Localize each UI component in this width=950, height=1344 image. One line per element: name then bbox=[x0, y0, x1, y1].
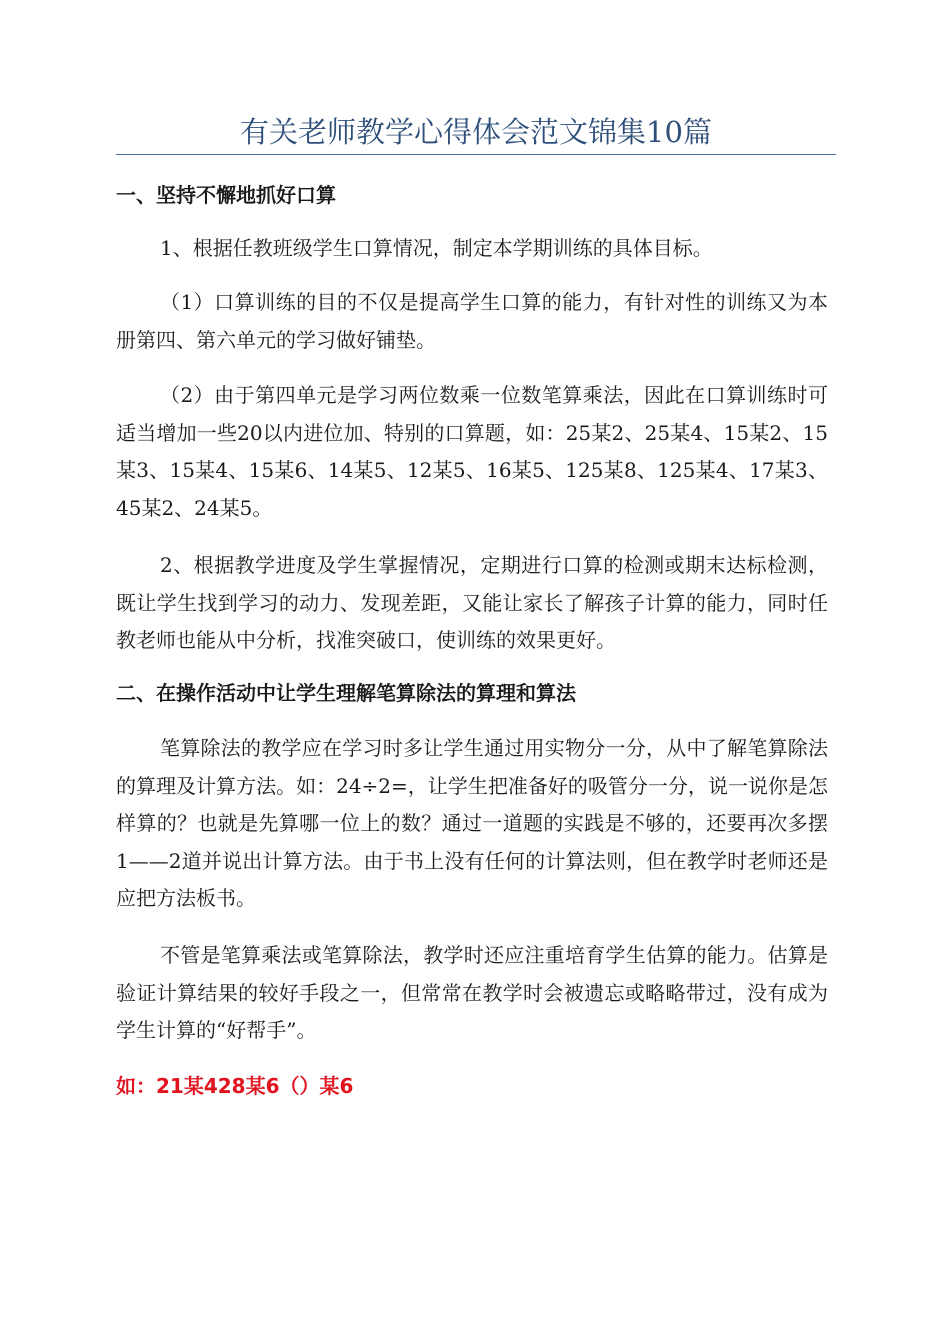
section-2-paragraph-2: 不管是笔算乘法或笔算除法，教学时还应注重培育学生估算的能力。估算是验证计算结果的较好手段之一，但常常在教学时会被遗忘或略略带过，没有成为学生计算的“好帮手”。 bbox=[116, 943, 828, 1042]
section-1-paragraph-3: （2）由于第四单元是学习两位数乘一位数笔算乘法，因此在口算训练时可适当增加一些20以内进位加、特别的口算题，如：25某2、25某4、15某2、15某3、15某4、15某6、14某5、12某5、16某5、125某8、125某4、17某3、45某2、24某5。 bbox=[116, 383, 828, 520]
section-1-paragraph-4: 2、根据教学进度及学生掌握情况，定期进行口算的检测或期末达标检测，既让学生找到学习的动力、发现差距，又能让家长了解孩子计算的能力，同时任教老师也能从中分析，找准突破口，使训练的效果更好。 bbox=[116, 553, 828, 652]
section-1-heading: 一、坚持不懈地抓好口算 bbox=[116, 183, 336, 207]
section-1-paragraph-2: （1）口算训练的目的不仅是提高学生口算的能力，有针对性的训练又为本册第四、第六单元的学习做好铺垫。 bbox=[116, 290, 828, 352]
section-2-paragraph-1: 笔算除法的教学应在学习时多让学生通过用实物分一分，从中了解笔算除法的算理及计算方法。如：24÷2=，让学生把准备好的吸管分一分，说一说你是怎样算的？也就是先算哪一位上的数？通过一道题的实践是不够的，还要再次多摆1——2道并说出计算方法。由于书上没有任何的计算法则，但在教学时老师还是应把方法板书。 bbox=[116, 736, 828, 910]
example-line: 如：21某428某6（）某6 bbox=[116, 1074, 354, 1098]
section-1-paragraph-1: 1、根据任教班级学生口算情况，制定本学期训练的具体目标。 bbox=[160, 236, 713, 260]
section-2-heading: 二、在操作活动中让学生理解笔算除法的算理和算法 bbox=[116, 681, 576, 705]
document-title: 有关老师教学心得体会范文锦集10篇 bbox=[240, 115, 712, 149]
title-underline bbox=[116, 154, 836, 155]
